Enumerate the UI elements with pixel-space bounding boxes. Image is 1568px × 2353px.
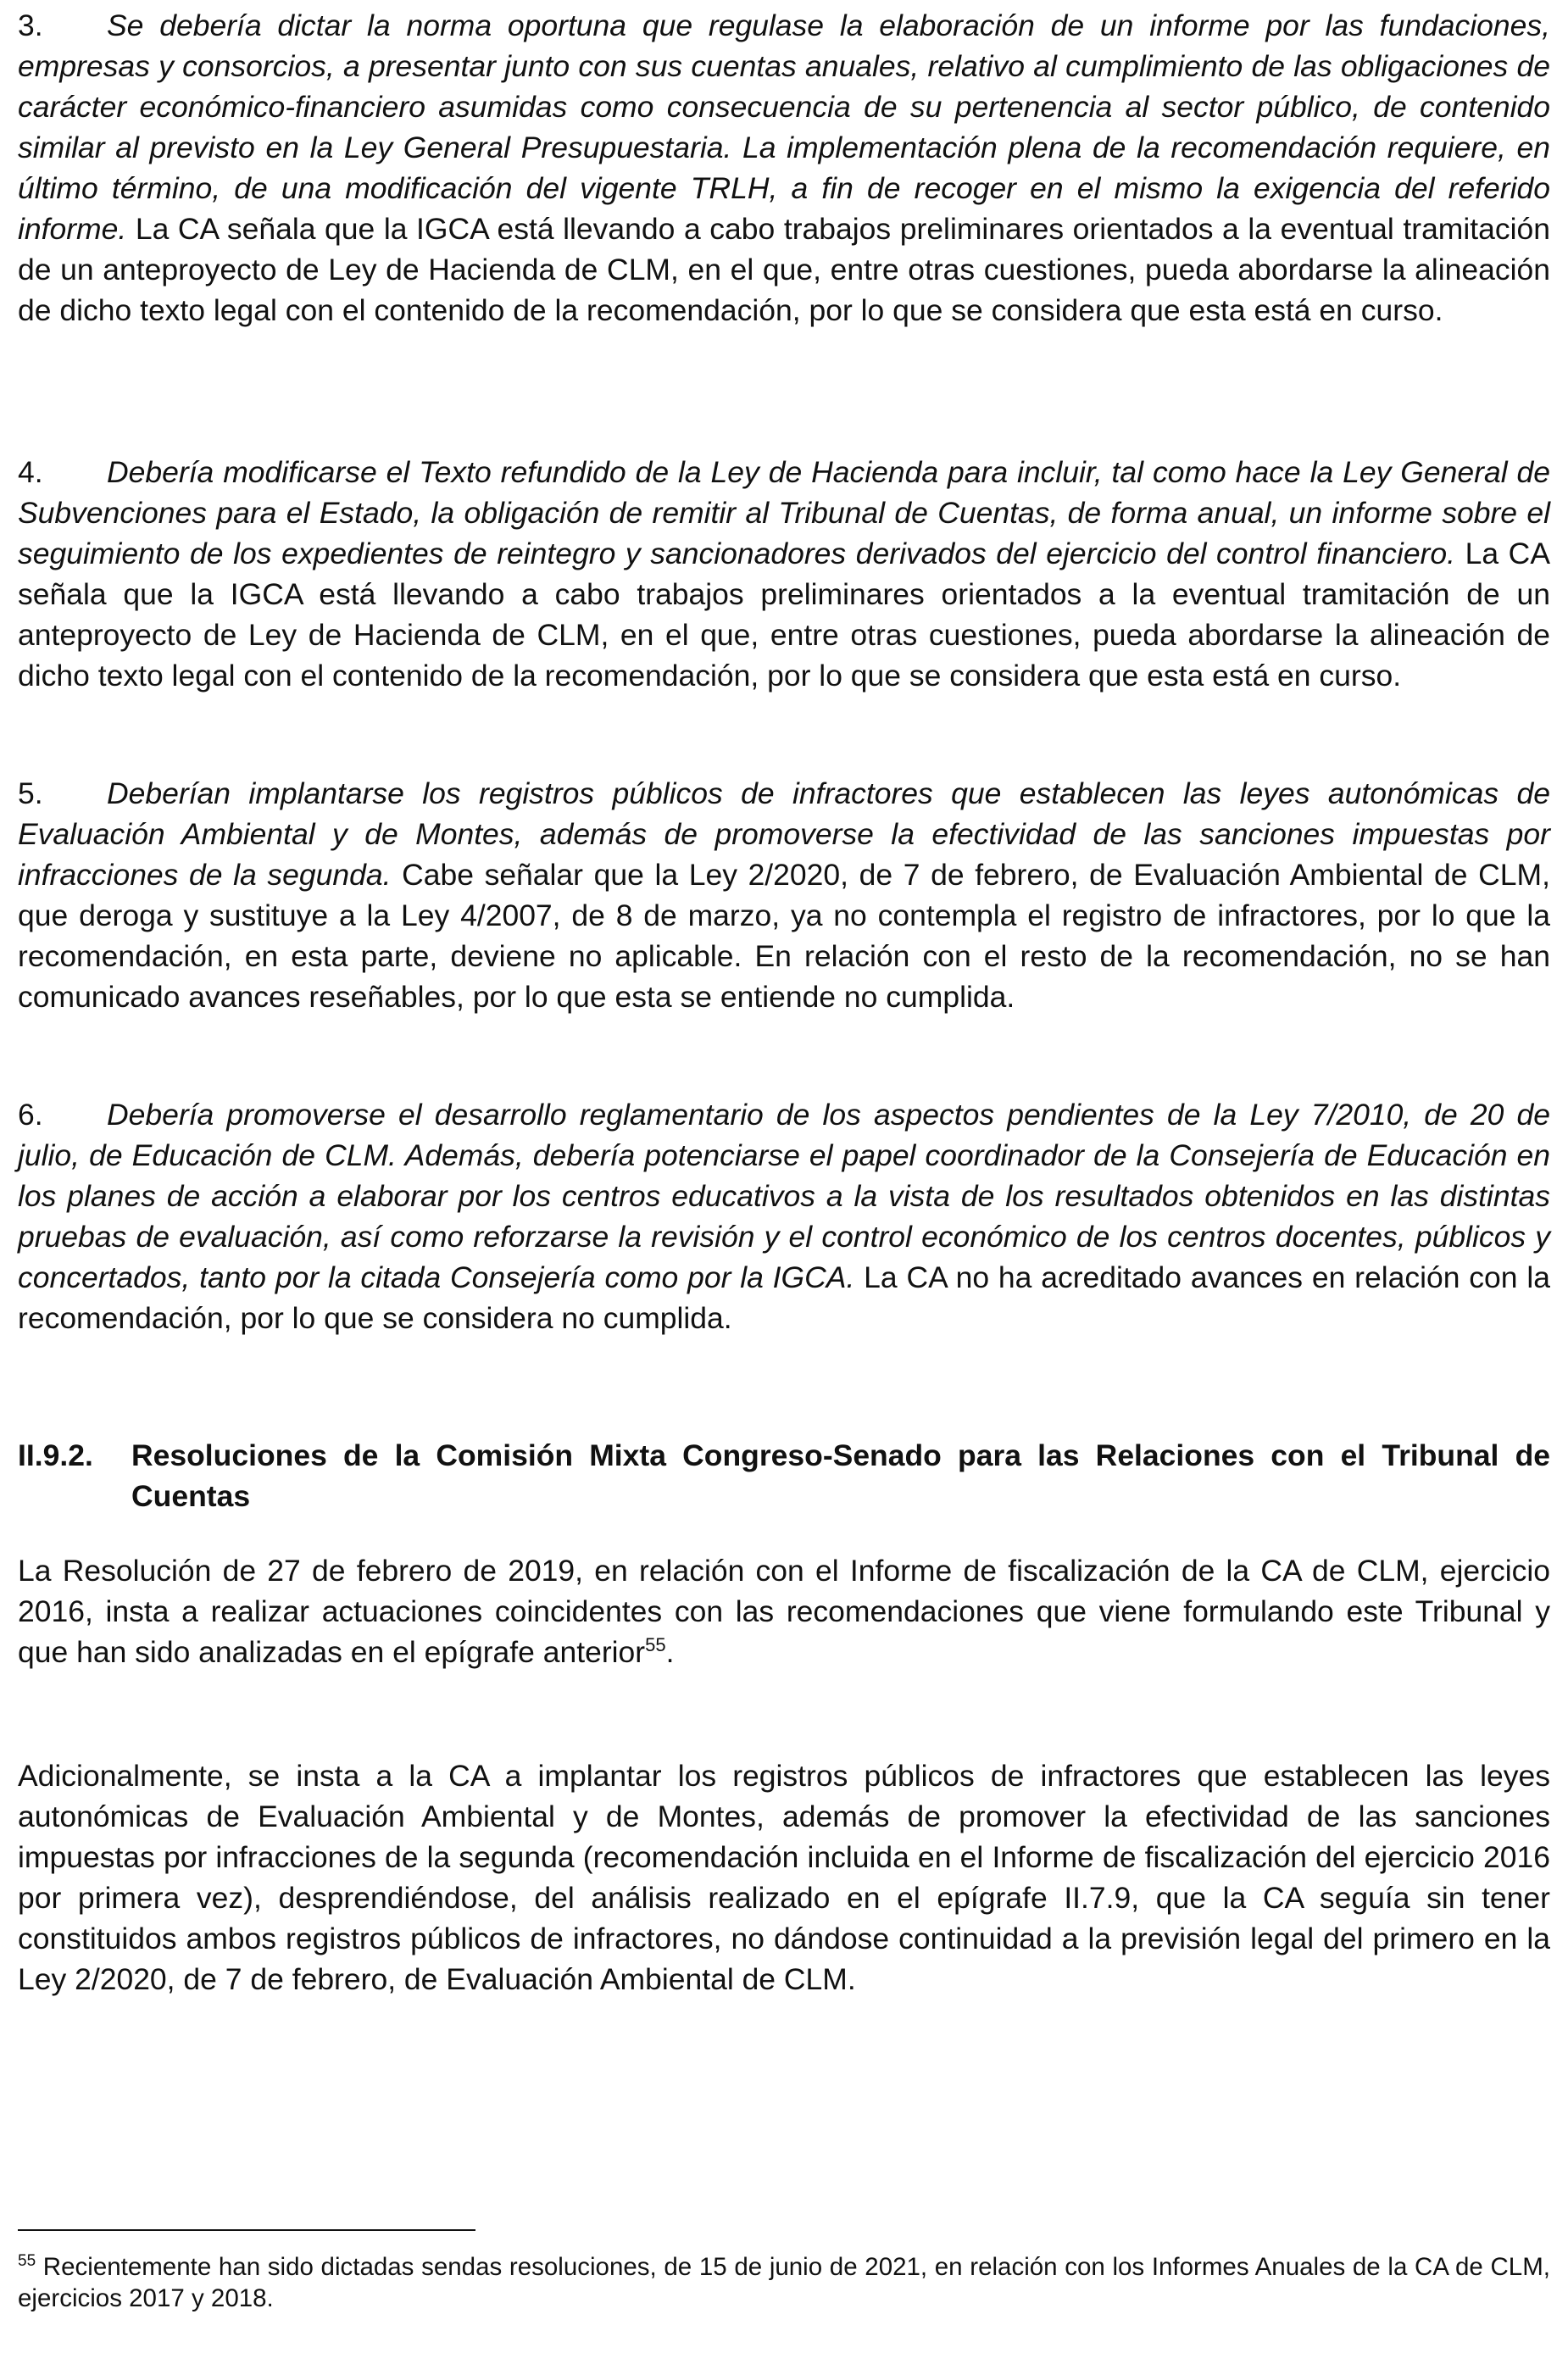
item-number: 6. <box>18 1098 43 1132</box>
section-heading <box>18 1435 1550 1516</box>
section-title: Resoluciones de la Comisión Mixta Congreso-Senado para las Relaciones con el Tribunal de Cuentas <box>131 1438 1550 1513</box>
paragraph-text: La Resolución de 27 de febrero de 2019, en relación con el Informe de fiscalización de la CA de CLM, ejercicio 2016, insta a realizar actuaciones coincidentes con las recomendaciones que viene formulando este Tribunal y que han sido analizadas en el epígrafe anterior <box>18 1554 1550 1669</box>
recommendation-text: Debería modificarse el Texto refundido de la Ley de Hacienda para incluir, tal como hace la Ley General de Subvenciones para el Estado, la obligación de remitir al Tribunal de Cuentas, de forma anual, un informe sobre el seguimiento de los expedientes de reintegro y sancionadores derivados del ejercicio del control financiero. <box>18 455 1550 570</box>
status-text: La CA señala que la IGCA está llevando a cabo trabajos preliminares orientados a la eventual tramitación de un anteproyecto de Ley de Hacienda de CLM, en el que, entre otras cuestiones, pueda abordarse la alineación de dicho texto legal con el contenido de la recomendación, por lo que se considera que esta está en curso. <box>18 212 1550 327</box>
paragraph-end: . <box>665 1635 675 1669</box>
recommendation-5 <box>18 773 1550 1017</box>
section-number: II.9.2. <box>18 1438 93 1472</box>
footnote-divider <box>18 2229 475 2231</box>
recommendation-3 <box>18 5 1550 331</box>
status-text: La CA señala que la IGCA está llevando a cabo trabajos preliminares orientados a la eventual tramitación de un anteproyecto de Ley de Hacienda de CLM, en el que, entre otras cuestiones, pueda abordarse la alineación de dicho texto legal con el contenido de la recomendación, por lo que se considera que esta está en curso. <box>18 537 1550 693</box>
body-paragraph-1 <box>18 1550 1550 1672</box>
item-number: 5. <box>18 776 43 810</box>
recommendation-4 <box>18 452 1550 696</box>
recommendation-text: Deberían implantarse los registros públicos de infractores que establecen las leyes autonómicas de Evaluación Ambiental y de Montes, además de promoverse la efectividad de las sanciones impuestas por infracciones de la segunda. <box>18 776 1550 892</box>
item-number: 3. <box>18 8 43 42</box>
footnote-number: 55 <box>18 2252 36 2271</box>
recommendation-text: Debería promoverse el desarrollo reglamentario de los aspectos pendientes de la Ley 7/2010, de 20 de julio, de Educación de CLM. Además, debería potenciarse el papel coordinador de la Consejería de Educación en los planes de acción a elaborar por los centros educativos a la vista de los resultados obtenidos en las distintas pruebas de evaluación, así como reforzarse la revisión y el control económico de los centros docentes, públicos y concertados, tanto por la citada Consejería como por la IGCA. <box>18 1098 1550 1294</box>
status-text: La CA no ha acreditado avances en relación con la recomendación, por lo que se considera no cumplida. <box>18 1260 1550 1335</box>
footnote-text: Recientemente han sido dictadas sendas resoluciones, de 15 de junio de 2021, en relación con los Informes Anuales de la CA de CLM, ejercicios 2017 y 2018. <box>18 2253 1550 2312</box>
recommendation-text: Se debería dictar la norma oportuna que regulase la elaboración de un informe por las fundaciones, empresas y consorcios, a presentar junto con sus cuentas anuales, relativo al cumplimiento de las obligaciones de carácter económico-financiero asumidas como consecuencia de su pertenencia al sector público, de contenido similar al previsto en la Ley General Presupuestaria. La implementación plena de la recomendación requiere, en último término, de una modificación del vigente TRLH, a fin de recoger en el mismo la exigencia del referido informe. <box>18 8 1550 246</box>
footnote <box>18 2251 1550 2314</box>
status-text: Cabe señalar que la Ley 2/2020, de 7 de febrero, de Evaluación Ambiental de CLM, que deroga y sustituye a la Ley 4/2007, de 8 de marzo, ya no contempla el registro de infractores, por lo que la recomendación, en esta parte, deviene no aplicable. En relación con el resto de la recomendación, no se han comunicado avances reseñables, por lo que esta se entiende no cumplida. <box>18 858 1550 1014</box>
paragraph-text: Adicionalmente, se insta a la CA a implantar los registros públicos de infractores que establecen las leyes autonómicas de Evaluación Ambiental y de Montes, además de promover la efectividad de las sanciones impuestas por infracciones de la segunda (recomendación incluida en el Informe de fiscalización del ejercicio 2016 por primera vez), desprendiéndose, del análisis realizado en el epígrafe II.7.9, que la CA seguía sin tener constituidos ambos registros públicos de infractores, no dándose continuidad a la previsión legal del primero en la Ley 2/2020, de 7 de febrero, de Evaluación Ambiental de CLM. <box>18 1759 1550 1996</box>
body-paragraph-2 <box>18 1755 1550 2000</box>
item-number: 4. <box>18 455 43 489</box>
footnote-reference[interactable]: 55 <box>645 1634 666 1656</box>
recommendation-6 <box>18 1094 1550 1338</box>
